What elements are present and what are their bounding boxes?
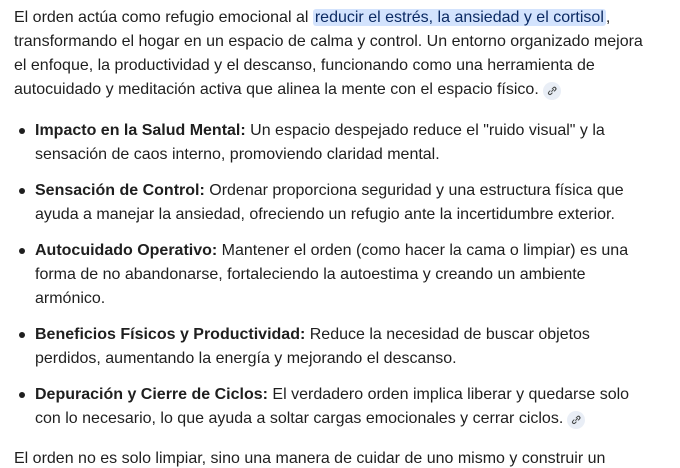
response-content (14, 6, 644, 468)
intro-text-before: El orden actúa como refugio emocional al (14, 9, 313, 26)
list-item-text: Un espacio despejado reduce el "ruido visual" y la sensación de caos interno, promoviendo claridad mental. (35, 122, 605, 163)
list-item-term: Autocuidado Operativo: (35, 242, 218, 259)
list-item-term: Beneficios Físicos y Productividad: (35, 326, 306, 343)
highlighted-claim[interactable]: reducir el estrés, la ansiedad y el cortisol (314, 9, 604, 26)
source-link-chip[interactable] (543, 82, 561, 100)
list-item-term: Depuración y Cierre de Ciclos: (35, 386, 268, 403)
list-item (14, 323, 644, 371)
list-item (14, 239, 644, 311)
source-link-chip[interactable] (567, 411, 585, 429)
list-item-term: Impacto en la Salud Mental: (35, 122, 246, 139)
list-item (14, 119, 644, 167)
intro-paragraph (14, 6, 644, 102)
list-item-text: Ordenar proporciona seguridad y una estructura física que ayuda a manejar la ansiedad, ofreciendo un refugio ante la incertidumbre exterior. (35, 182, 624, 223)
intro-text-after: , transformando el hogar en un espacio de calma y control. Un entorno organizado mejora el enfoque, la productividad y el descanso, funcionando como una herramienta de autocuidado y meditación activa que alinea la mente con el espacio físico. (14, 9, 643, 98)
benefits-list (14, 119, 644, 431)
link-icon (546, 85, 558, 97)
closing-paragraph: El orden no es solo limpiar, sino una manera de cuidar de uno mismo y construir un (14, 450, 606, 467)
list-item-text: Reduce la necesidad de buscar objetos perdidos, aumentando la energía y mejorando el descanso. (35, 326, 590, 367)
list-item (14, 179, 644, 227)
link-icon (570, 414, 582, 426)
list-item-term: Sensación de Control: (35, 182, 205, 199)
list-item-text: El verdadero orden implica liberar y quedarse solo con lo necesario, lo que ayuda a soltar cargas emocionales y cerrar ciclos. (35, 386, 630, 427)
list-item-text: Mantener el orden (como hacer la cama o limpiar) es una forma de no abandonarse, fortaleciendo la autoestima y creando un ambiente armónico. (35, 242, 629, 307)
list-item (14, 383, 644, 431)
